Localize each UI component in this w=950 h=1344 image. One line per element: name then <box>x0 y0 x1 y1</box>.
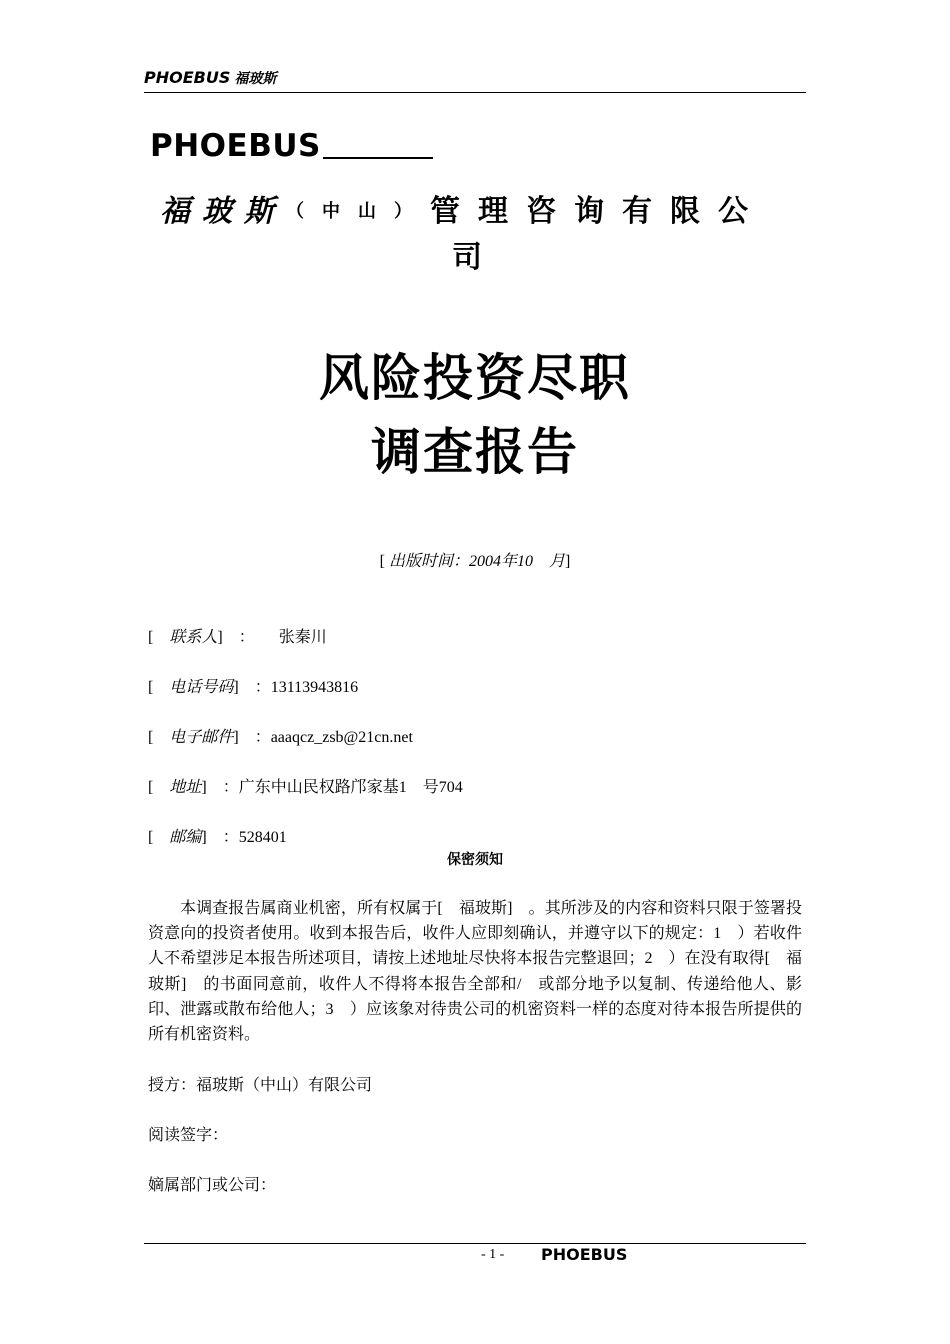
department-line: 嫡属部门或公司： <box>148 1177 277 1194</box>
company-name-en-text: PHOEBUS <box>150 128 321 164</box>
header-brand-en: PHOEBUS <box>144 68 231 87</box>
contact-person-value: 张秦川 <box>278 629 327 646</box>
phone-value: 13113943816 <box>270 679 359 696</box>
footer-brand: PHOEBUS <box>541 1245 628 1264</box>
company-name-cn-rest: 管理咨询有限公 <box>430 194 766 229</box>
email-value: aaaqcz_zsb@21cn.net <box>270 729 413 746</box>
confidentiality-heading: 保密须知 <box>447 852 503 868</box>
contact-person-label: 联系人 <box>169 629 218 646</box>
confidentiality-body: 本调查报告属商业机密，所有权属于[ 福玻斯] 。其所涉及的内容和资料只限于签署投资意向的投资者使用。收到本报告后，收件人应即刻确认，并遵守以下的规定：1 ）若收件人不希望涉足本报告所述项目，请按上述地址尽快将本报告完整退回；2 ）在没有取得[ 福玻斯] 的书面同意前，收件人不得将本报告全部和/ 或部分地予以复制、传递给他人、影印、泄露或散布给他人；3 ）应该象对待贵公司的机密资料一样的态度对待本报告所提供的所有机密资料。 <box>148 900 802 1044</box>
company-name-rule <box>323 157 433 159</box>
postcode-label: 邮编 <box>169 829 202 846</box>
address-field: [ 地址] ：广东中山民权路邝家基1 号704 <box>148 779 463 796</box>
company-name-cn-tail: 司 <box>452 240 482 275</box>
email-label: 电子邮件 <box>169 729 234 746</box>
postcode-field: [ 邮编] ：528401 <box>148 829 287 846</box>
page-header <box>144 68 806 93</box>
contact-person-field: [ 联系人] ： 张秦川 <box>148 629 327 646</box>
header-brand-cn: 福玻斯 <box>234 71 277 87</box>
page-number: - 1 - <box>481 1247 505 1262</box>
email-field: [ 电子邮件] ：aaaqcz_zsb@21cn.net <box>148 729 413 746</box>
address-value: 广东中山民权路邝家基1 号704 <box>238 779 463 796</box>
pubdate-label: 出版时间：2004年10 月 <box>388 553 565 570</box>
footer-rule <box>144 1243 806 1244</box>
address-label: 地址 <box>169 779 202 796</box>
company-name-en <box>150 128 433 164</box>
publication-date <box>0 548 950 571</box>
phone-field: [ 电话号码] ：13113943816 <box>148 679 359 696</box>
postcode-value: 528401 <box>238 829 287 846</box>
report-title-line2: 调查报告 <box>371 423 579 481</box>
reader-signature-line: 阅读签字： <box>148 1127 229 1144</box>
phone-label: 电话号码 <box>169 679 234 696</box>
pubdate-open: [ <box>379 553 389 570</box>
grantor-line: 授方：福玻斯（中山）有限公司 <box>148 1077 373 1094</box>
pubdate-close: ] <box>565 553 571 570</box>
header-brand <box>144 68 276 88</box>
company-name-cn-brand: 福玻斯 <box>160 194 286 229</box>
report-title-line1: 风险投资尽职 <box>319 349 631 407</box>
company-name-cn-paren: （中山） <box>286 201 430 222</box>
company-name-cn <box>160 186 790 230</box>
